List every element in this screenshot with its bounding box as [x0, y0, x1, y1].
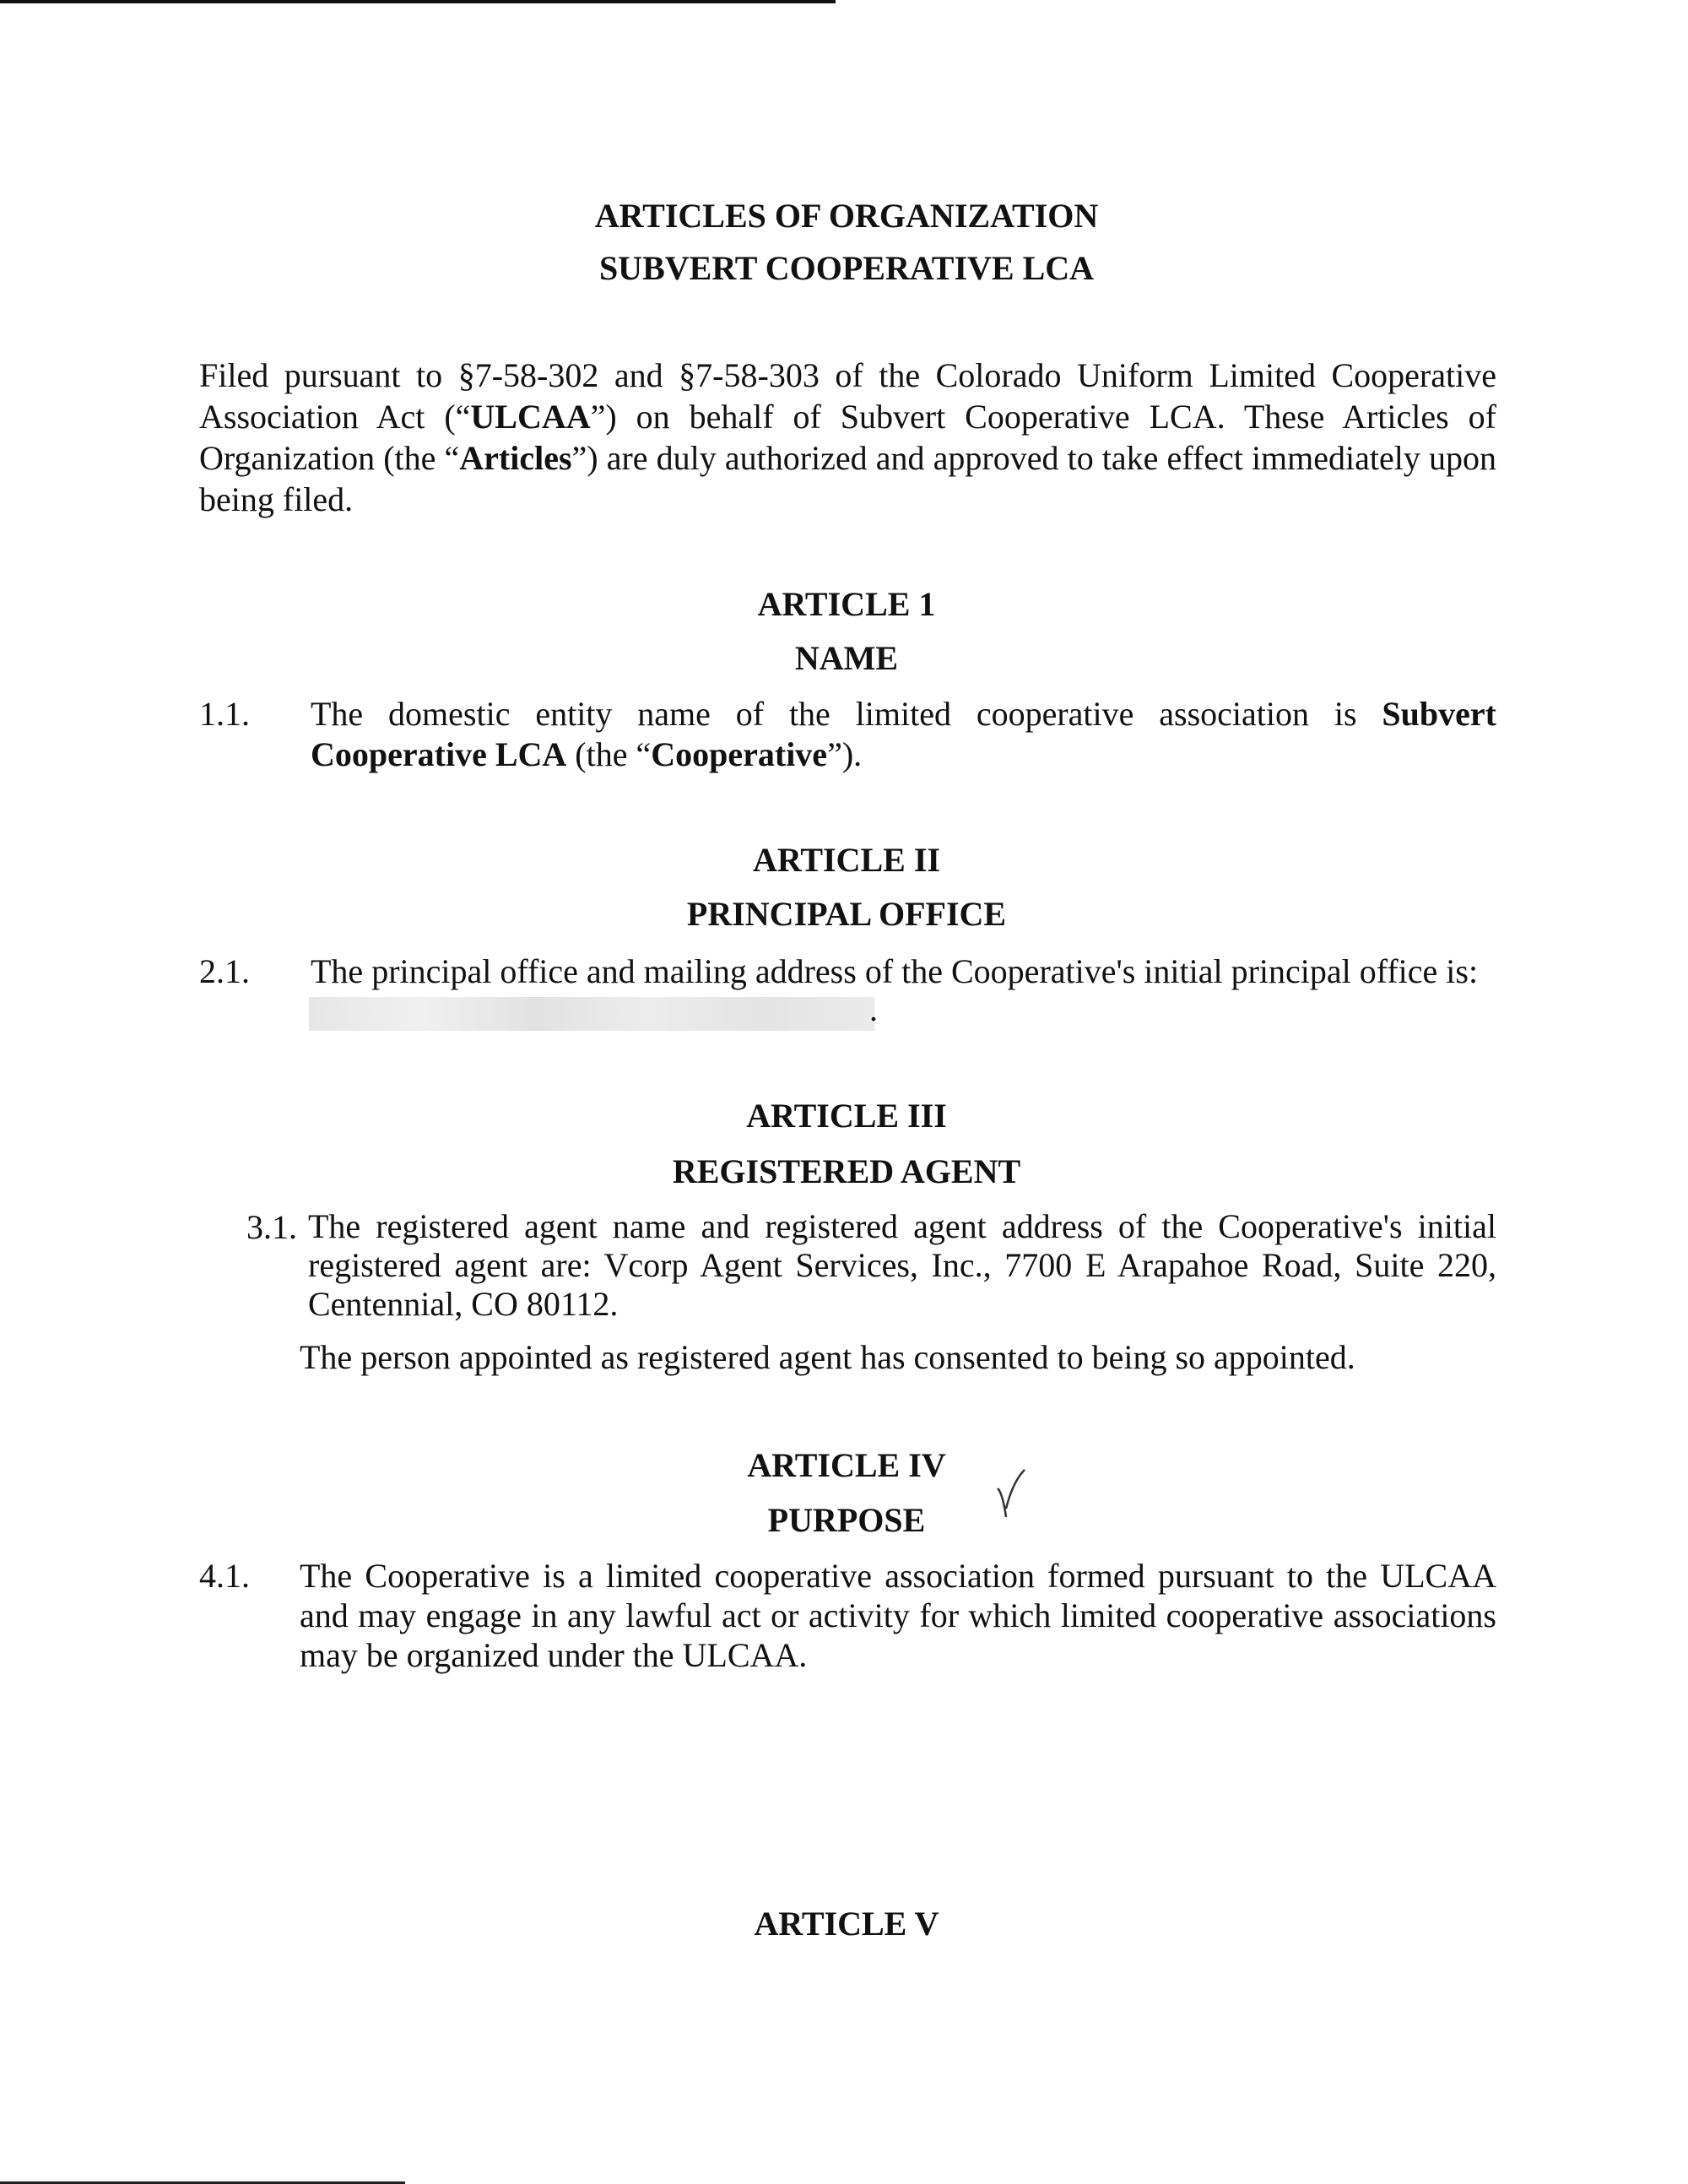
section-number: 2.1. [199, 952, 250, 990]
agent-consent-text: The person appointed as registered agent has consented to being so appointed. [300, 1338, 1355, 1376]
article-2-heading: ARTICLE II [753, 841, 940, 879]
article-4-heading: ARTICLE IV [747, 1446, 946, 1484]
article-3-title: REGISTERED AGENT [672, 1152, 1021, 1190]
document-title: ARTICLES OF ORGANIZATION [594, 197, 1099, 235]
intro-paragraph: Filed pursuant to §7-58-302 and §7-58-303 of the Colorado Uniform Limited Cooperative Association Act (“ULCAA”) on behalf of Subvert Cooperative LCA. These Articles of Organization (the “Articles”) are duly authorized and approved to take effect immediately upon being filed. [199, 356, 1496, 518]
section-number: 1.1. [199, 695, 250, 733]
section-number: 4.1. [199, 1557, 250, 1595]
article-3-heading: ARTICLE III [746, 1097, 947, 1135]
article-1-heading: ARTICLE 1 [757, 585, 936, 623]
address-period: . [869, 990, 878, 1028]
article-1-title: NAME [794, 639, 899, 677]
redacted-address [309, 997, 874, 1031]
article-5-heading: ARTICLE V [754, 1905, 939, 1943]
section-2-1-text: The principal office and mailing address of the Cooperative's initial principal office is: [311, 952, 1479, 990]
section-1-1-text: The domestic entity name of the limited cooperative association is Subvert Cooperative LCA (the “Cooperative”). [311, 695, 1496, 773]
article-2-title: PRINCIPAL OFFICE [686, 895, 1007, 933]
section-3-1-text: The registered agent name and registered agent address of the Cooperative's initial registered agent are: Vcorp Agent Services, Inc., 7700 E Arapahoe Road, Suite 220, Centennial, CO 80112. [308, 1207, 1496, 1323]
document-subtitle: SUBVERT COOPERATIVE LCA [598, 249, 1095, 287]
scan-edge-top [0, 0, 836, 3]
article-4-title: PURPOSE [767, 1501, 926, 1539]
section-number: 3.1. [246, 1208, 297, 1246]
handwritten-check-mark [996, 1465, 1030, 1524]
section-4-1-text: The Cooperative is a limited cooperative association formed pursuant to the ULCAA and may engage in any lawful act or activity for which limited cooperative associations may be organized under the ULCAA. [300, 1557, 1496, 1674]
